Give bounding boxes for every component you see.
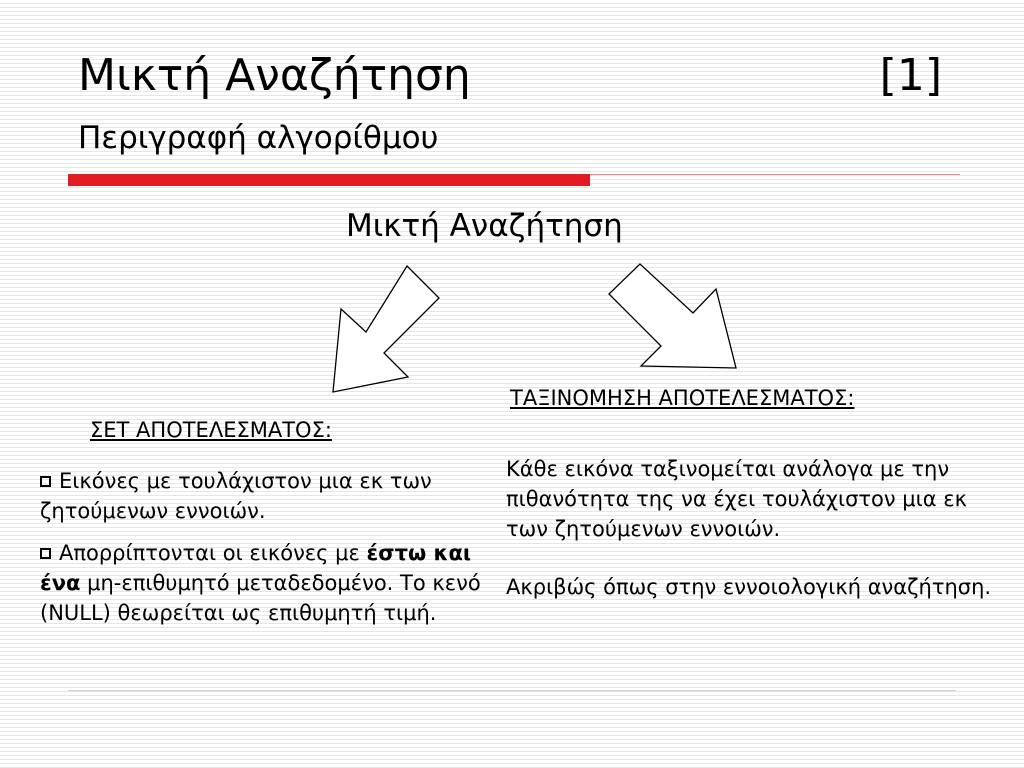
bullet-text: Απορρίπτονται οι εικόνες με [59,541,367,565]
bottom-divider [68,690,956,691]
result-ranking-heading: ΤΑΞΙΝΟΜΗΣΗ ΑΠΟΤΕΛΕΣΜΑΤΟΣ: [510,386,855,410]
result-set-heading: ΣΕΤ ΑΠΟΤΕΛΕΣΜΑΤΟΣ: [90,418,332,442]
paragraph: Κάθε εικόνα ταξινομείται ανάλογα με την πιθανότητα της να έχει τουλάχιστον μια εκ των ζητούμενων εννοιών. [506,457,968,541]
list-item [40,466,490,526]
slide-title: Μικτή Αναζήτηση [78,50,471,101]
slide-subtitle: Περιγραφή αλγορίθμου [78,120,439,156]
slide-number: [1] [879,50,942,101]
result-set-list [40,466,490,640]
list-item [40,538,490,628]
checkbox-bullet-icon [40,548,51,559]
bullet-text: Εικόνες με τουλάχιστον μια εκ των ζητούμενων εννοιών. [40,469,432,523]
diagram-root-label: Μικτή Αναζήτηση [346,208,623,244]
checkbox-bullet-icon [40,476,51,487]
paragraph: Ακριβώς όπως στην εννοιολογική αναζήτηση. [506,575,992,599]
arrow-down-left-icon [333,266,439,392]
emphasis-text: έστω και ένα [40,541,472,595]
bullet-text: μη-επιθυμητό μεταδεδομένο. Το κενό (NULL) θεωρείται ως επιθυμητή τιμή. [40,571,481,625]
arrow-down-right-icon [609,264,736,368]
result-ranking-text [506,454,1006,630]
